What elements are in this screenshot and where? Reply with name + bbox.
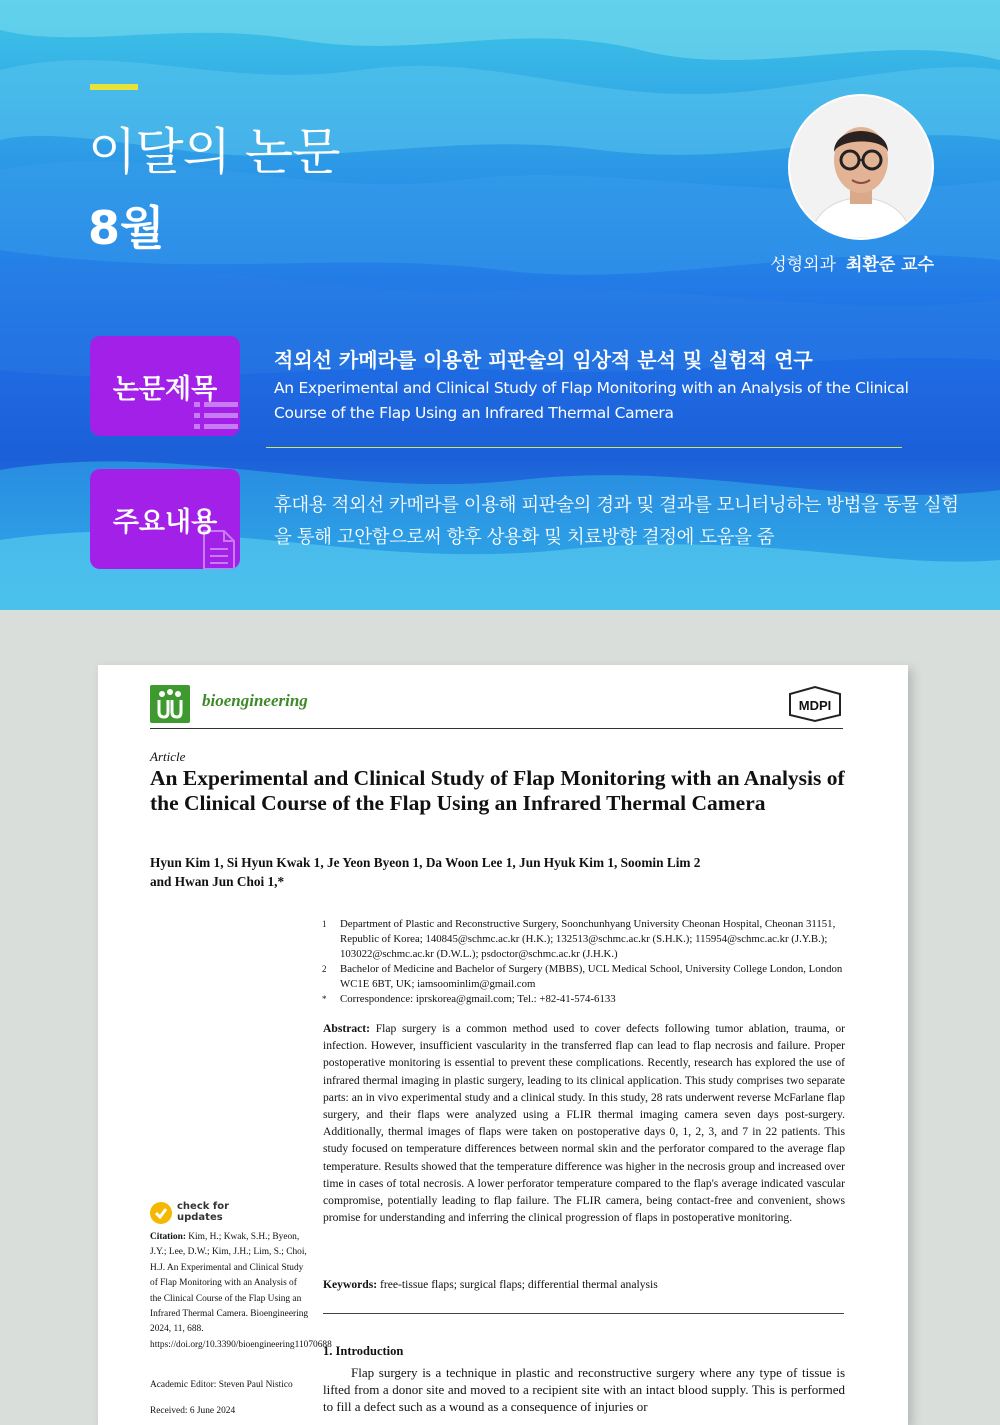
check-for-updates-badge[interactable] — [150, 1200, 260, 1226]
summary-label: 주요내용 — [112, 506, 218, 538]
hero-month: 8월 — [88, 201, 165, 255]
accent-bar — [90, 84, 138, 90]
authors — [150, 853, 790, 891]
affiliations — [322, 917, 852, 1007]
journal-name: bioengineering — [202, 691, 308, 710]
check-updates-line-1: check for — [177, 1201, 230, 1212]
affiliation-item: 2 Bachelor of Medicine and Bachelor of Surgery (MBBS), UCL Medical School, University College London, London WC1E 6BT, UK; iamsoominlim@gmail.com — [322, 963, 843, 990]
article-type: Article — [150, 749, 186, 764]
section-rule — [323, 1313, 844, 1314]
abstract-text: Flap surgery is a common method used to cover defects following tumor ablation, trauma, or infection. However, insufficient vascularity in the transferred flap can lead to flap necrosis and failure. Proper postoperative monitoring is essential to prevent these complications. Recently, research has explored the use of infrared thermal imaging in plastic surgery, leading to its clinical application. This study comprises two separate parts: an in vivo experimental study and a clinical study. In this study, 28 rats underwent reverse McFarlane flap surgery, and their flaps were analyzed using a FLIR thermal imaging camera seven days post-surgery. Additionally, thermal images of flaps were taken on postoperative days 0, 1, 2, 3, and 7 in 22 patients. This study focused on temperature differences between normal skin and the perforator compared to the average flap temperature. Results showed that the temperature difference was higher in the necrosis group and increased over time in cases of total necrosis. A lower perforator temperature compared to the flap's average indicated vascular compromise, potentially leading to flap failure. The FLIR camera, being contact-free and convenient, shows promise for understanding and inferring the clinical progression of flaps in postoperative monitoring. — [323, 1022, 845, 1225]
hero-title: 이달의 논문 — [88, 123, 340, 181]
korean-title: 적외선 카메라를 이용한 피판술의 임상적 분석 및 실험적 연구 — [274, 348, 813, 372]
intro-heading: 1. Introduction — [323, 1344, 404, 1358]
academic-editor: Academic Editor: Steven Paul Nistico — [150, 1380, 293, 1390]
check-updates-line-2: updates — [177, 1212, 223, 1223]
keywords — [323, 1278, 845, 1291]
header-rule — [150, 728, 843, 729]
journal-logo-icon — [150, 685, 190, 723]
citation — [150, 1230, 332, 1353]
abstract-label: Abstract: — [323, 1022, 371, 1035]
keywords-label: Keywords: — [323, 1278, 378, 1291]
english-title: An Experimental and Clinical Study of Flap Monitoring with an Analysis of the Clinical Course of the Flap Using an Infrared Thermal Camera — [274, 379, 909, 422]
title-label: 논문제목 — [112, 373, 218, 405]
summary-label-box — [90, 469, 240, 569]
received-date: Received: 6 June 2024 — [150, 1406, 236, 1416]
professor-name: 최환준 교수 — [845, 255, 934, 275]
professor-dept: 성형외과 — [770, 255, 836, 275]
affiliation-item: * Correspondence: iprskorea@gmail.com; Tel.: +82-41-574-6133 — [322, 993, 616, 1005]
keywords-text: free-tissue flaps; surgical flaps; differential thermal analysis — [380, 1278, 658, 1291]
abstract — [323, 1020, 845, 1226]
mdpi-logo-icon — [786, 685, 844, 723]
professor-caption — [770, 250, 934, 275]
professor-avatar — [788, 94, 934, 240]
paper-title: An Experimental and Clinical Study of Flap Monitoring with an Analysis of the Clinical Course of the Flap Using an Infrared Thermal Camera — [150, 766, 845, 815]
affiliation-item: 1 Department of Plastic and Reconstructive Surgery, Soonchunhyang University Cheonan Hospital, Cheonan 31151, Republic of Korea; 140845@schmc.ac.kr (H.K.); 132513@schmc.ac.kr (S.H.K.); 115954@schmc.ac.kr (J.Y.B.); 103022@schmc.ac.kr (D.W.L.); psdoctor@schmc.ac.kr (J.H.K.) — [322, 918, 836, 960]
hero-banner — [0, 0, 1000, 610]
authors-line-2: and Hwan Jun Choi 1,* — [150, 874, 285, 889]
paper-page — [98, 665, 908, 1425]
check-icon — [150, 1202, 172, 1224]
citation-label: Citation: — [150, 1232, 186, 1242]
divider-line — [266, 447, 902, 448]
citation-text: Kim, H.; Kwak, S.H.; Byeon, J.Y.; Lee, D.W.; Kim, J.H.; Lim, S.; Choi, H.J. An Experimental and Clinical Study of Flap Monitoring with an Analysis of the Clinical Course of the Flap Using an Infrared Thermal Camera. Bioengineering 2024, 11, 688. https://doi.org/10.3390/bioengineering11070688 — [150, 1232, 332, 1350]
summary-text: 휴대용 적외선 카메라를 이용해 피판술의 경과 및 결과를 모니터닝하는 방법을 동물 실험을 통해 고안함으로써 향후 상용화 및 치료방향 결정에 도움을 줌 — [274, 495, 959, 548]
authors-line-1: Hyun Kim 1, Si Hyun Kwak 1, Je Yeon Byeon 1, Da Woon Lee 1, Jun Hyuk Kim 1, Soomin Lim 2 — [150, 855, 701, 870]
title-label-box — [90, 336, 240, 436]
intro-text: Flap surgery is a technique in plastic and reconstructive surgery where any type of tissue is lifted from a donor site and moved to a recipient site with an intact blood supply. This is performed to fill a defect such as a wound as a consequence of injuries or — [323, 1365, 845, 1414]
publisher-name: MDPI — [798, 698, 832, 713]
